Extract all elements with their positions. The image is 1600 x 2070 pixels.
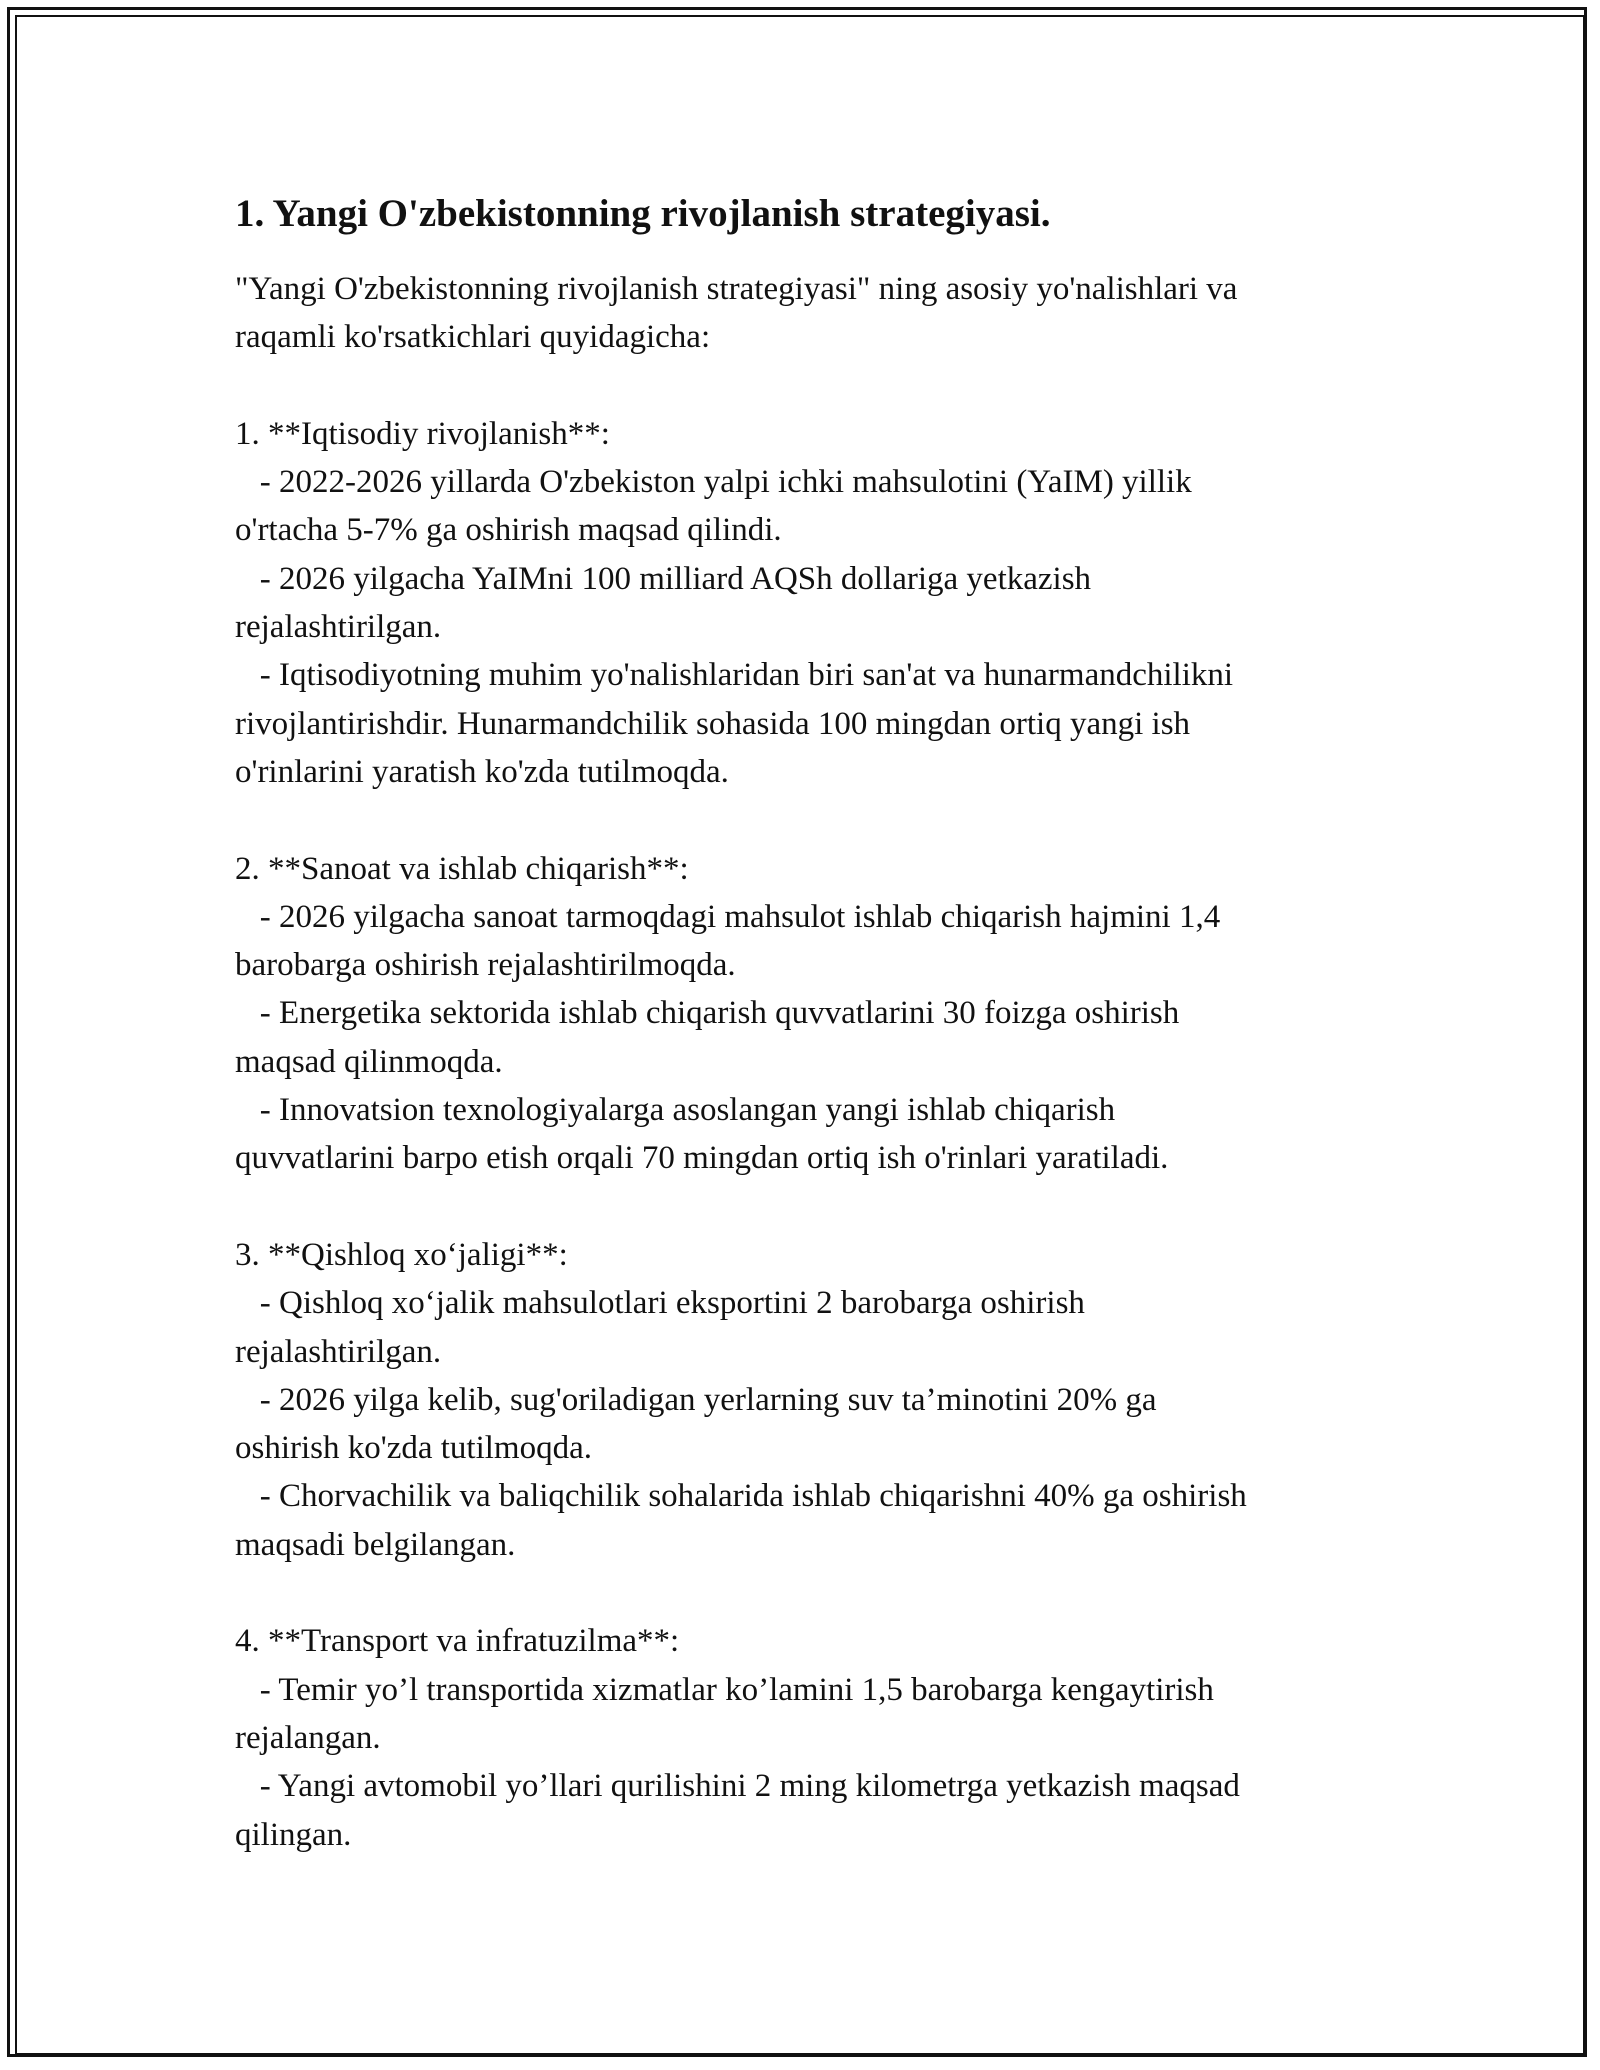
document-body: "Yangi O'zbekistonning rivojlanish strategiyasi" ning asosiy yo'nalishlari va raqamli ko'rsatkichlari quyidagicha: 1. **Iqtisodiy rivojlanish**: - 2022-2026 yillarda O'zbekiston yalpi ichki mahsulotini (YaIM) yillik o'rtacha 5-7% ga oshirish maqsad qilindi. - 2026 yilgacha YaIMni 100 milliard AQSh dollariga yetkazish rejalashtirilgan. - Iqtisodiyotning muhim yo'nalishlaridan biri san'at va hunarmandchilikni rivojlantirishdir. Hunarmandchilik sohasida 100 mingdan ortiq yangi ish o'rinlarini yaratish ko'zda tutilmoqda. 2. **Sanoat va ishlab chiqarish**: - 2026 yilgacha sanoat tarmoqdagi mahsulot ishlab chiqarish hajmini 1,4 barobarga oshirish rejalashtirilmoqda. - Energetika sektorida ishlab chiqarish quvvatlarini 30 foizga oshirish maqsad qilinmoqda. - Innovatsion texnologiyalarga asoslangan yangi ishlab chiqarish quvvatlarini barpo etish orqali 70 mingdan ortiq ish o'rinlari yaratiladi. 3. **Qishloq xo‘jaligi**: - Qishloq xo‘jalik mahsulotlari eksportini 2 barobarga oshirish rejalashtirilgan. - 2026 yilga kelib, sug'oriladigan yerlarning suv ta’minotini 20% ga oshirish ko'zda tutilmoqda. - Chorvachilik va baliqchilik sohalarida ishlab chiqarishni 40% ga oshirish maqsadi belgilangan. 4. **Transport va infratuzilma**: - Temir yo’l transportida xizmatlar ko’lamini 1,5 barobarga kengaytirish rejalangan. - Yangi avtomobil yo’llari qurilishini 2 ming kilometrga yetkazish maqsad qilingan. <box>235 271 1247 1853</box>
document-content <box>235 188 1395 1859</box>
document-title: 1. Yangi O'zbekistonning rivojlanish strategiyasi. <box>235 192 1051 235</box>
